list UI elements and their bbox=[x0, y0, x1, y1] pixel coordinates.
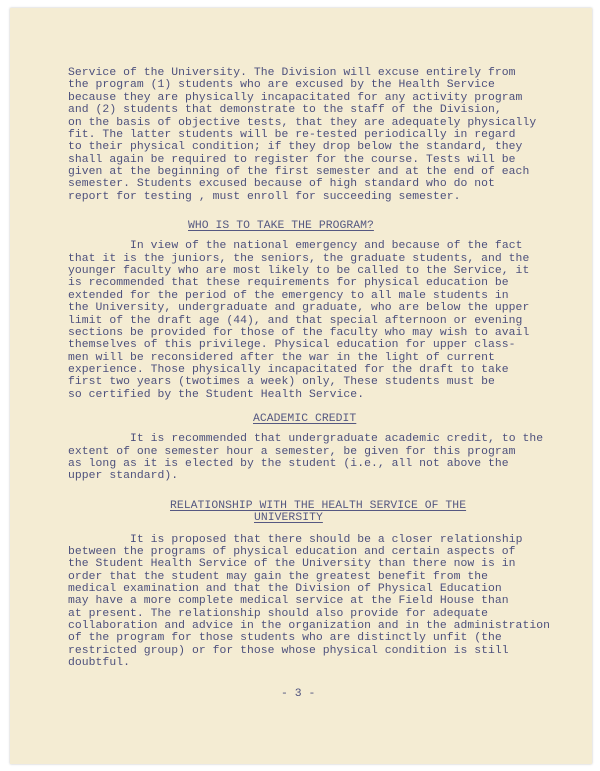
text-line: the University, undergraduate and graduate, who are below the upper bbox=[68, 302, 530, 314]
text-line: younger faculty who are most likely to be called to the Service, it bbox=[68, 265, 530, 277]
text-line: It is proposed that there should be a closer relationship bbox=[130, 534, 523, 546]
text-line: the program (1) students who are excused by the Health Service bbox=[68, 79, 495, 91]
text-line: given at the beginning of the first semester and at the end of each bbox=[68, 166, 530, 178]
text-line: may have a more complete medical service at the Field House than bbox=[68, 595, 509, 607]
text-line: doubtful. bbox=[68, 657, 130, 669]
text-line: It is recommended that undergraduate academic credit, to the bbox=[130, 433, 544, 445]
text-line: that it is the juniors, the seniors, the graduate students, and the bbox=[68, 253, 530, 265]
text-line: In view of the national emergency and because of the fact bbox=[130, 240, 523, 252]
text-line: and (2) students that demonstrate to the staff of the Division, bbox=[68, 104, 502, 116]
text-line: because they are physically incapacitated for any activity program bbox=[68, 92, 523, 104]
section-heading-health-line2: UNIVERSITY bbox=[254, 512, 323, 524]
text-line: order that the student may gain the greatest benefit from the bbox=[68, 571, 489, 583]
text-line: upper standard). bbox=[68, 470, 179, 482]
text-line: sections be provided for those of the faculty who may wish to avail bbox=[68, 327, 530, 339]
text-line: collaboration and advice in the organization and in the administration bbox=[68, 620, 550, 632]
text-line: is recommended that these requirements for physical education be bbox=[68, 277, 509, 289]
text-line: medical examination and that the Division of Physical Education bbox=[68, 583, 502, 595]
text-line: themselves of this privilege. Physical education for upper class- bbox=[68, 339, 516, 351]
text-line: on the basis of objective tests, that they are adequately physically bbox=[68, 117, 537, 129]
text-line: Service of the University. The Division will excuse entirely from bbox=[68, 67, 516, 79]
section-heading-who: WHO IS TO TAKE THE PROGRAM? bbox=[188, 220, 374, 232]
text-line: men will be reconsidered after the war in the light of current bbox=[68, 352, 495, 364]
text-line: experience. Those physically incapacitated for the draft to take bbox=[68, 364, 509, 376]
section-heading-credit: ACADEMIC CREDIT bbox=[253, 413, 357, 425]
text-line: report for testing , must enroll for succeeding semester. bbox=[68, 191, 461, 203]
text-line: to their physical condition; if they drop below the standard, they bbox=[68, 141, 523, 153]
text-line: the Student Health Service of the University than there now is in bbox=[68, 558, 516, 570]
text-line: as long as it is elected by the student (i.e., all not above the bbox=[68, 458, 509, 470]
text-line: of the program for those students who are distinctly unfit (the bbox=[68, 632, 502, 644]
page-number: - 3 - bbox=[281, 688, 316, 700]
section-heading-health: RELATIONSHIP WITH THE HEALTH SERVICE OF THE bbox=[170, 500, 467, 512]
text-line: extent of one semester hour a semester, be given for this program bbox=[68, 446, 516, 458]
text-line: between the programs of physical education and certain aspects of bbox=[68, 546, 516, 558]
text-line: at present. The relationship should also provide for adequate bbox=[68, 608, 489, 620]
text-line: extended for the period of the emergency to all male students in bbox=[68, 290, 509, 302]
text-line: fit. The latter students will be re-tested periodically in regard bbox=[68, 129, 516, 141]
text-line: first two years (twotimes a week) only, These students must be bbox=[68, 376, 495, 388]
text-line: semester. Students excused because of high standard who do not bbox=[68, 178, 495, 190]
text-line: shall again be required to register for the course. Tests will be bbox=[68, 154, 516, 166]
text-line: restricted group) or for those whose physical condition is still bbox=[68, 645, 509, 657]
text-line: so certified by the Student Health Service. bbox=[68, 389, 365, 401]
text-line: limit of the draft age (44), and that special afternoon or evening bbox=[68, 315, 523, 327]
